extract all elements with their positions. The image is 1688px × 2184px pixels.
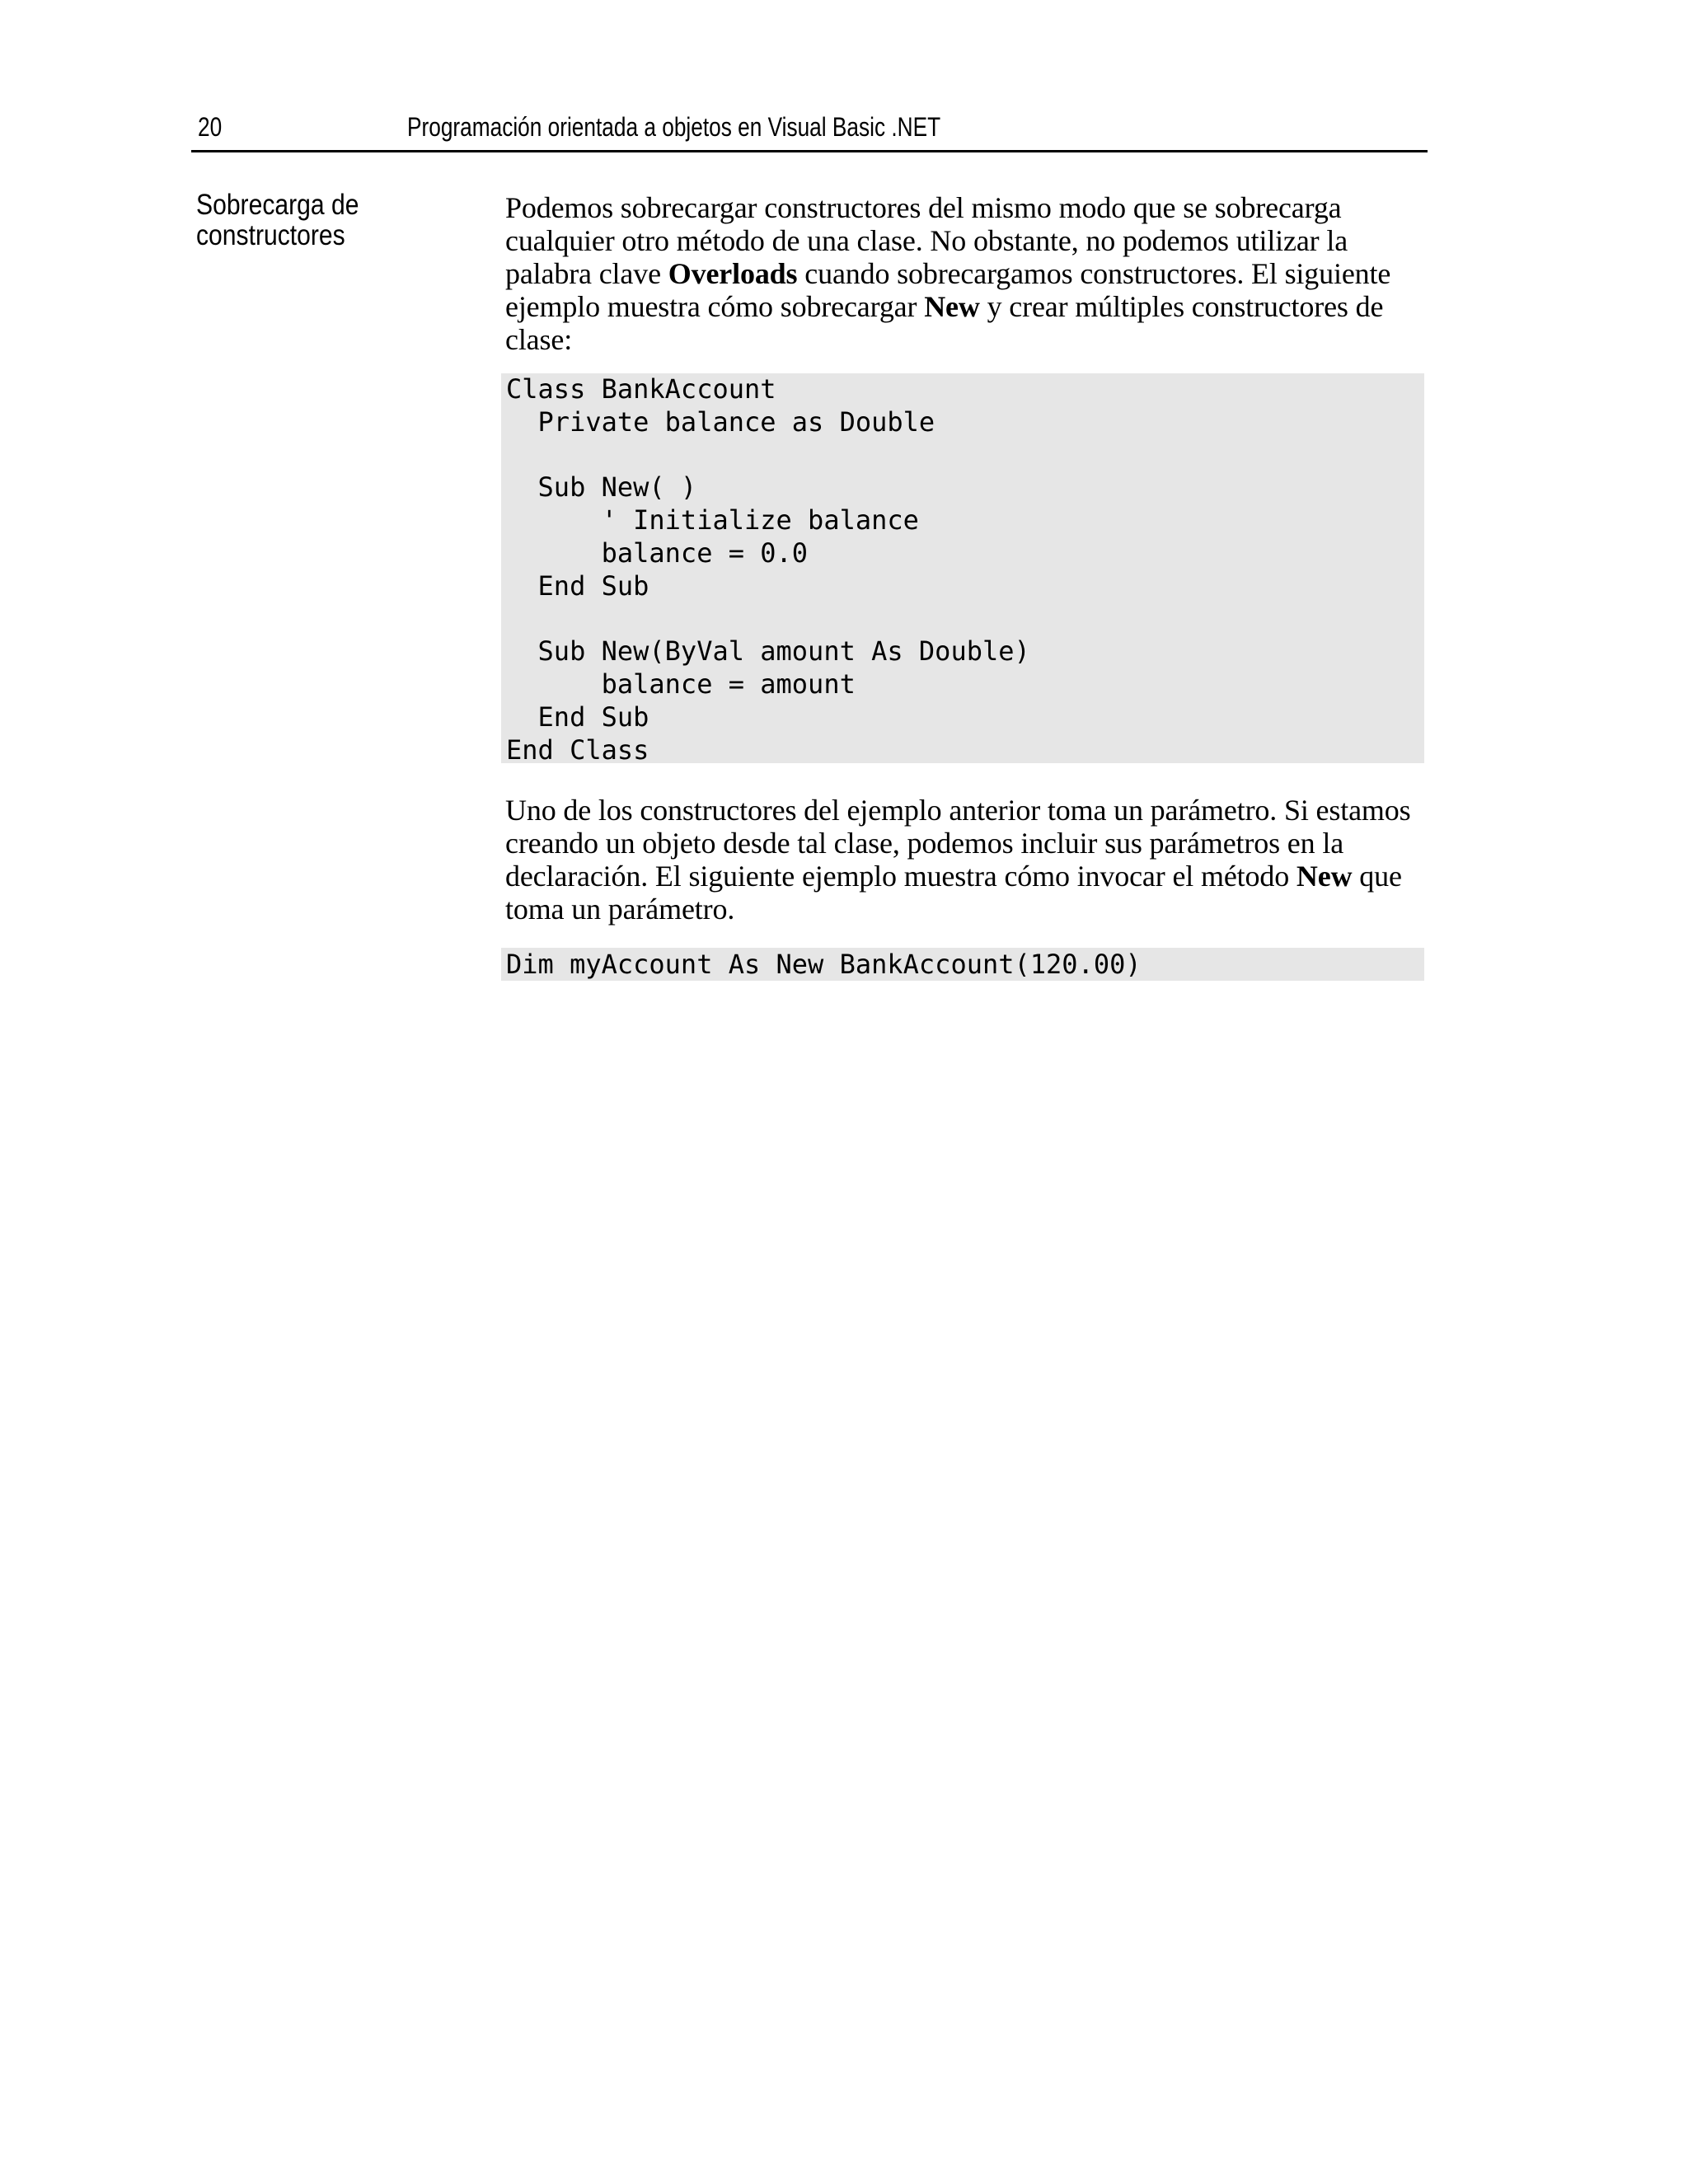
- paragraph-text: Uno de los constructores del ejemplo anterior toma un parámetro. Si estamos creando un objeto desde tal clase, podemos incluir sus parámetros en la declaración. El siguiente ejemplo muestra cómo invocar el método: [505, 794, 1411, 893]
- code-example-bankaccount-class: Class BankAccount Private balance as Double Sub New( ) ' Initialize balance balance = 0.0 End Sub Sub New(ByVal amount As Double) balance = amount End Sub End Class: [501, 373, 1424, 763]
- paragraph-text: que toma un parámetro.: [505, 860, 1402, 926]
- keyword-new: New: [1296, 860, 1353, 893]
- paragraph-text: y crear múltiples constructores de clase:: [505, 290, 1384, 356]
- main-content: [505, 191, 1428, 981]
- running-title: Programación orientada a objetos en Visual Basic .NET: [407, 112, 941, 142]
- keyword-new: New: [924, 290, 980, 323]
- paragraph-text: cuando sobrecargamos constructores. El siguiente ejemplo muestra cómo sobrecargar: [505, 257, 1391, 323]
- page-number: 20: [198, 112, 223, 142]
- paragraph-text: Podemos sobrecargar constructores del mismo modo que se sobrecarga cualquier otro método de una clase. No obstante, no podemos utilizar la palabra clave: [505, 191, 1348, 290]
- paragraph-constructor-overloading: [505, 191, 1428, 356]
- paragraph-constructor-parameter: [505, 794, 1428, 926]
- keyword-overloads: Overloads: [668, 257, 798, 290]
- code-example-new-instance: Dim myAccount As New BankAccount(120.00): [501, 948, 1424, 981]
- section-side-heading: Sobrecarga de constructores: [196, 189, 359, 251]
- page-header: [191, 109, 1428, 152]
